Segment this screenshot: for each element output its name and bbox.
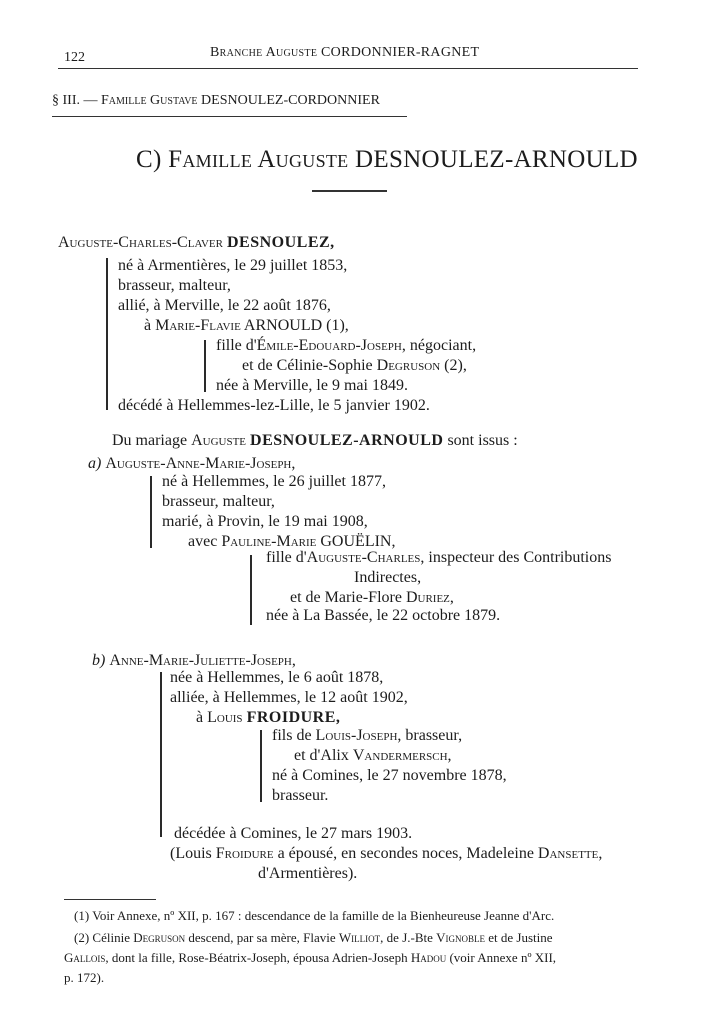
father-given-names: Auguste-Charles-Claver	[58, 234, 223, 251]
child-b-remarriage-second-wife: Dansette,	[537, 845, 603, 862]
child-b-spouse-surname: FROIDURE,	[246, 709, 341, 726]
child-b-spouse-father	[272, 726, 462, 746]
footnote-2-e: dont la fille, Rose-Béatrix-Joseph, épousa Adrien-Joseph	[111, 950, 408, 965]
child-b-spouse-father-occupation: brasseur,	[405, 727, 463, 744]
page-title	[136, 146, 638, 174]
children-intro-family: DESNOULEZ-ARNOULD	[250, 432, 444, 449]
child-a-spouse-father-occupation: inspecteur des Contributions	[428, 549, 612, 566]
section-rule	[52, 116, 407, 117]
child-b-spouse-mother	[294, 746, 452, 766]
footnote-2-b: descend, par sa mère, Flavie	[188, 930, 336, 945]
child-a-name	[88, 454, 295, 474]
child-a-spouse-given: Pauline-Marie	[221, 533, 317, 550]
child-a-spouse-father-prefix: fille d'	[266, 549, 307, 566]
child-b-spouse-bracket	[260, 730, 262, 802]
title-rule	[312, 190, 387, 192]
child-b-spouse-occupation: brasseur.	[272, 787, 329, 804]
title-family-label: Famille Auguste	[168, 146, 349, 173]
child-b-bracket	[160, 672, 162, 837]
section-heading	[52, 93, 380, 109]
section-family-name: DESNOULEZ-CORDONNIER	[201, 93, 380, 108]
father-name	[58, 233, 335, 253]
footnote-2-mark: (2)	[74, 930, 90, 945]
father-spouse-birth: née à Merville, le 9 mai 1849.	[216, 377, 408, 394]
father-spouse-mother	[242, 356, 467, 376]
father-spouse-given: Marie-Flavie	[155, 317, 241, 334]
father-bracket	[106, 258, 108, 410]
child-a-spouse-father	[266, 548, 611, 568]
footnote-2-gallois: Gallois,	[64, 950, 109, 965]
father-spouse-mother-surname: Degruson	[376, 357, 441, 374]
father-birth: né à Armentières, le 29 juillet 1853,	[118, 257, 348, 274]
children-intro-b: sont issus :	[447, 432, 518, 449]
child-b-letter: b)	[92, 652, 106, 669]
father-marriage: allié, à Merville, le 22 août 1876,	[118, 297, 331, 314]
footnote-2-line-2	[64, 950, 556, 966]
child-b-birth: née à Hellemmes, le 6 août 1878,	[170, 669, 384, 686]
page-number: 122	[64, 50, 85, 65]
child-b-remarriage-a: (Louis	[170, 845, 212, 862]
child-a-spouse-surname: GOUËLIN,	[320, 533, 396, 550]
footnote-2-d: et de Justine	[488, 930, 553, 945]
child-a-given-names: Auguste-Anne-Marie-Joseph,	[105, 455, 296, 472]
footnote-2-degruson: Degruson	[133, 930, 186, 945]
child-b-spouse-mother-prefix: et d'Alix	[294, 747, 349, 764]
footnote-rule	[64, 899, 156, 900]
header-rule	[58, 68, 638, 69]
footnote-2-vignoble: Vignoble	[436, 930, 486, 945]
father-spouse	[144, 316, 349, 336]
running-title-prefix: Branche Auguste	[210, 45, 318, 60]
footnote-1-text: Voir Annexe, nº XII, p. 167 : descendance de la famille de la Bienheureuse Jeanne d'Arc.	[92, 908, 555, 923]
child-b-spouse-father-prefix: fils de	[272, 727, 312, 744]
father-spouse-bracket	[204, 340, 206, 392]
child-a-spouse-birth: née à La Bassée, le 22 octobre 1879.	[266, 607, 501, 624]
father-spouse-father	[216, 336, 476, 356]
child-b-death: décédée à Comines, le 27 mars 1903.	[174, 825, 413, 842]
father-spouse-surname: ARNOULD	[243, 317, 323, 334]
child-a-spouse-mother-prefix: et de Marie-Flore	[290, 589, 402, 606]
running-title-name: CORDONNIER-RAGNET	[321, 45, 480, 60]
father-surname: DESNOULEZ,	[226, 234, 335, 251]
child-a-spouse-prefix: avec	[188, 533, 218, 550]
child-b-given-names: Anne-Marie-Juliette-Joseph,	[109, 652, 296, 669]
child-a-marriage: marié, à Provin, le 19 mai 1908,	[162, 513, 368, 530]
child-b-spouse-mother-surname: Vandermersch,	[352, 747, 452, 764]
father-occupation: brasseur, malteur,	[118, 277, 231, 294]
child-a-bracket	[150, 476, 152, 548]
child-a-birth: né à Hellemmes, le 26 juillet 1877,	[162, 473, 386, 490]
footnote-1	[74, 908, 554, 924]
father-spouse-father-name: Émile-Edouard-Joseph,	[256, 337, 406, 354]
child-a-letter: a)	[88, 455, 102, 472]
child-b-spouse-prefix: à	[196, 709, 204, 726]
footnote-ref-2: (2),	[444, 357, 467, 374]
child-a-spouse-bracket	[250, 555, 252, 625]
child-b-spouse	[196, 708, 340, 728]
children-intro-given: Auguste	[191, 432, 247, 449]
child-a-occupation: brasseur, malteur,	[162, 493, 275, 510]
father-spouse-mother-prefix: et de Célinie-Sophie	[242, 357, 373, 374]
father-spouse-father-prefix: fille d'	[216, 337, 257, 354]
children-intro	[112, 431, 518, 451]
child-b-remarriage	[170, 844, 602, 864]
child-b-marriage: alliée, à Hellemmes, le 12 août 1902,	[170, 689, 408, 706]
footnote-2-c: de J.-Bte	[386, 930, 433, 945]
father-spouse-prefix: à	[144, 317, 152, 334]
children-intro-a: Du mariage	[112, 432, 188, 449]
child-b-spouse-father-name: Louis-Joseph,	[315, 727, 402, 744]
footnote-2-f: (voir Annexe nº XII,	[449, 950, 557, 965]
running-title	[210, 45, 479, 61]
child-a-spouse-father-name: Auguste-Charles,	[306, 549, 425, 566]
child-b-spouse-birth: né à Comines, le 27 novembre 1878,	[272, 767, 507, 784]
child-b-remarriage-b: a épousé, en secondes noces, Madeleine	[277, 845, 534, 862]
title-family-name: DESNOULEZ-ARNOULD	[355, 146, 638, 173]
footnote-ref-1: (1),	[326, 317, 349, 334]
section-family-label: Famille Gustave	[101, 93, 198, 108]
footnote-2-hadou: Hadou	[410, 950, 447, 965]
child-b-remarriage-surname: Froidure	[215, 845, 274, 862]
father-death: décédé à Hellemmes-lez-Lille, le 5 janvier 1902.	[118, 397, 430, 414]
footnote-2-a: Célinie	[92, 930, 130, 945]
child-b-remarriage-origin: d'Armentières).	[258, 865, 358, 882]
child-a-spouse-father-occupation-cont: Indirectes,	[354, 569, 422, 586]
child-a-spouse-mother	[290, 588, 454, 608]
footnote-1-mark: (1)	[74, 908, 90, 923]
child-a-spouse-mother-surname: Duriez,	[405, 589, 454, 606]
father-spouse-father-occupation: négociant,	[409, 337, 477, 354]
child-b-spouse-given: Louis	[207, 709, 243, 726]
section-prefix: § III. —	[52, 93, 98, 108]
footnote-2-line-3: p. 172).	[64, 970, 105, 985]
footnote-2-williot: Williot,	[338, 930, 384, 945]
title-letter: C)	[136, 146, 162, 173]
footnote-2-line-1	[74, 930, 553, 946]
